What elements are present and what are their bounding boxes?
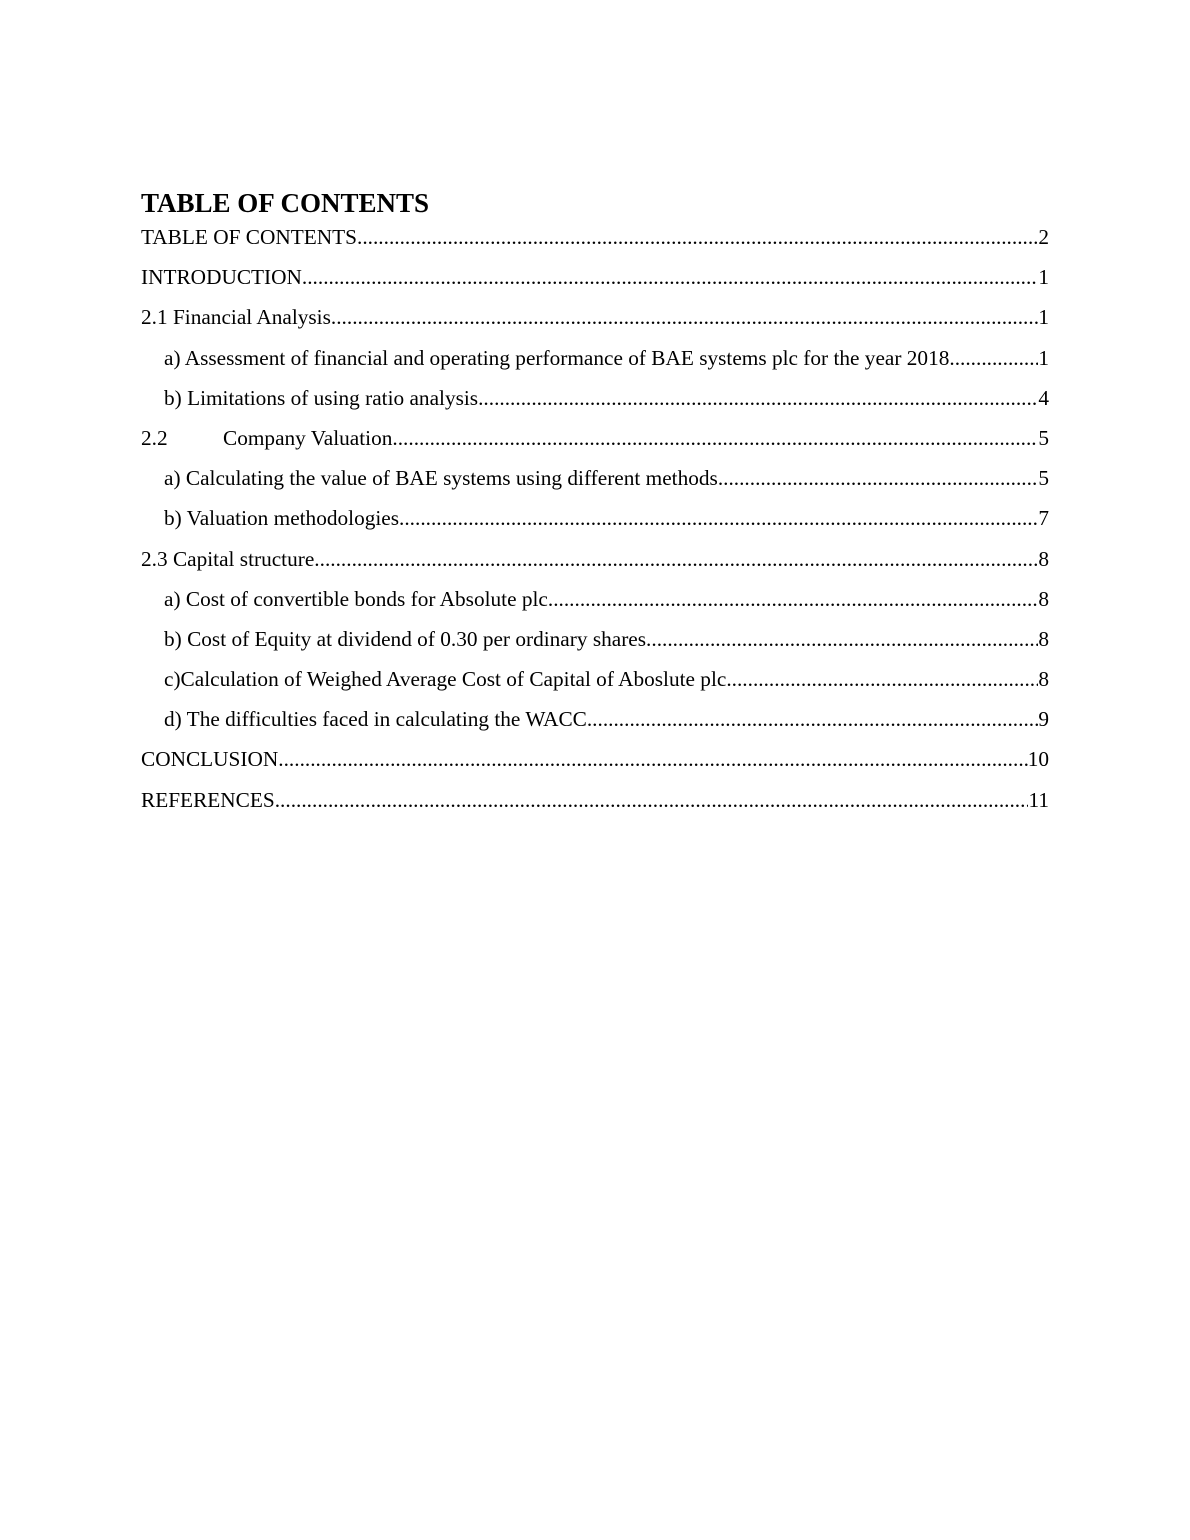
toc-entry-text: c)Calculation of Weighed Average Cost of Capital of Aboslute plc <box>164 667 727 692</box>
toc-entry-text: a) Cost of convertible bonds for Absolute plc <box>164 586 548 611</box>
toc-entry-text: a) Calculating the value of BAE systems using different methods <box>164 466 718 491</box>
toc-heading: TABLE OF CONTENTS <box>141 188 430 218</box>
toc-section-number: 2.2 <box>141 425 168 450</box>
toc-dot-leader <box>392 425 1038 451</box>
toc-entry[interactable] <box>141 385 1049 425</box>
toc-page-number: 10 <box>1027 747 1049 772</box>
toc-entry[interactable] <box>141 586 1049 626</box>
toc-list <box>141 224 1049 827</box>
toc-dot-leader <box>331 304 1038 330</box>
toc-entry-text: TABLE OF CONTENTS <box>141 225 357 249</box>
toc-page-number: 1 <box>1038 265 1049 290</box>
toc-entry[interactable] <box>141 505 1049 545</box>
toc-section-title: Company Valuation <box>223 425 393 450</box>
toc-page-number: 8 <box>1038 667 1049 692</box>
toc-entry-text: b) Valuation methodologies <box>164 506 400 531</box>
toc-page-number: 5 <box>1038 466 1049 491</box>
toc-entry[interactable] <box>141 626 1049 666</box>
toc-entry-text: INTRODUCTION <box>141 265 302 290</box>
toc-dot-leader <box>314 546 1038 572</box>
toc-entry[interactable] <box>141 787 1049 827</box>
toc-dot-leader <box>275 787 1029 813</box>
toc-entry-text: a) Assessment of financial and operating performance of BAE systems plc for the year 2018. <box>164 345 955 370</box>
toc-dot-leader <box>955 345 1039 371</box>
toc-entry[interactable] <box>141 546 1049 586</box>
toc-page-number: 8 <box>1038 626 1049 651</box>
toc-page-number: 9 <box>1038 707 1049 732</box>
toc-page-number: 1 <box>1038 345 1049 370</box>
toc-entry-text <box>141 425 392 451</box>
toc-page-number: 1 <box>1038 305 1049 330</box>
toc-entry[interactable] <box>141 425 1049 465</box>
toc-page-number: 7 <box>1038 506 1049 531</box>
toc-entry[interactable] <box>141 465 1049 505</box>
toc-entry-text: 2.1 Financial Analysis <box>141 305 331 330</box>
toc-page-number: 11 <box>1028 787 1049 812</box>
toc-entry[interactable] <box>141 666 1049 706</box>
toc-dot-leader <box>278 746 1027 772</box>
toc-entry[interactable] <box>141 706 1049 746</box>
toc-entry[interactable] <box>141 224 1049 264</box>
toc-entry-text: d) The difficulties faced in calculating the WACC <box>164 707 587 732</box>
toc-page-number: 8 <box>1038 546 1049 571</box>
toc-entry[interactable] <box>141 264 1049 304</box>
toc-entry-text: REFERENCES <box>141 787 275 812</box>
toc-dot-leader <box>718 465 1039 491</box>
toc-page-number: 2 <box>1038 225 1049 249</box>
toc-dot-leader <box>302 264 1038 290</box>
toc-entry[interactable] <box>141 345 1049 385</box>
toc-dot-leader <box>587 706 1038 732</box>
toc-page-number: 8 <box>1038 586 1049 611</box>
toc-dot-leader <box>478 385 1038 411</box>
toc-entry-text: b) Limitations of using ratio analysis <box>164 385 479 410</box>
toc-dot-leader <box>548 586 1038 612</box>
toc-dot-leader <box>399 505 1038 531</box>
toc-page-number: 4 <box>1038 385 1049 410</box>
toc-dot-leader <box>646 626 1038 652</box>
toc-entry-text: CONCLUSION <box>141 747 279 772</box>
toc-entry[interactable] <box>141 304 1049 344</box>
toc-entry[interactable] <box>141 746 1049 786</box>
toc-entry-text: 2.3 Capital structure <box>141 546 315 571</box>
toc-dot-leader <box>357 224 1038 250</box>
toc-entry-text: b) Cost of Equity at dividend of 0.30 per ordinary shares <box>164 626 647 651</box>
toc-dot-leader <box>726 666 1038 692</box>
toc-page-number: 5 <box>1038 425 1049 450</box>
